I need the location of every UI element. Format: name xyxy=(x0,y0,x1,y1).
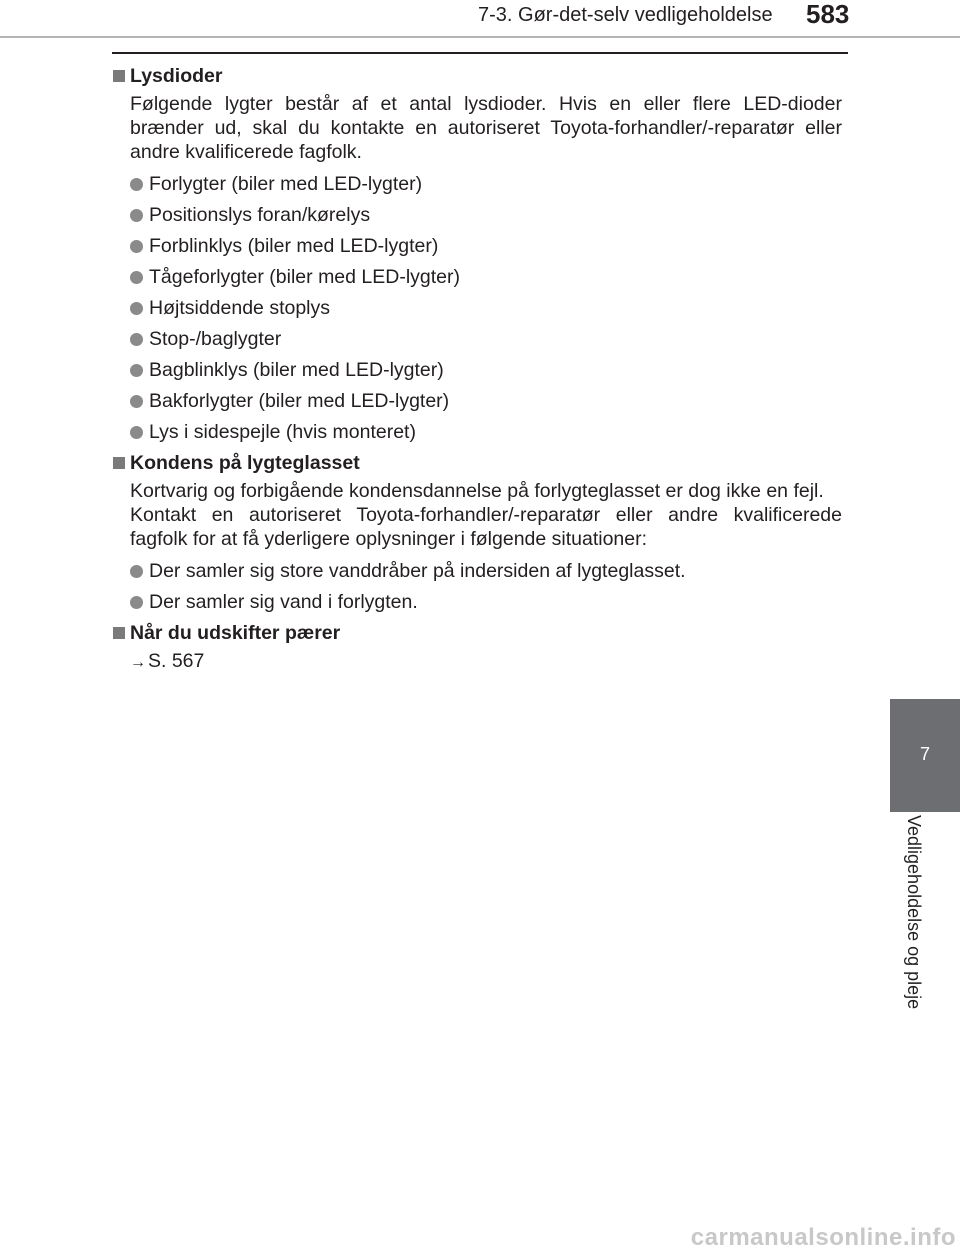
square-bullet-icon xyxy=(113,70,125,82)
page-reference-text: S. 567 xyxy=(148,650,205,672)
list-item-text: Tågeforlygter (biler med LED-lygter) xyxy=(149,266,461,288)
list-item xyxy=(130,358,842,382)
circle-bullet-icon xyxy=(130,209,143,222)
circle-bullet-icon xyxy=(130,596,143,609)
circle-bullet-icon xyxy=(130,364,143,377)
paragraph: Kortvarig og forbigående kondensdannelse på forlygteglasset er dog ikke en fejl. xyxy=(130,480,824,502)
section-heading xyxy=(112,64,842,88)
circle-bullet-icon xyxy=(130,302,143,315)
circle-bullet-icon xyxy=(130,426,143,439)
list-item xyxy=(130,203,842,227)
section-udskift-paerer xyxy=(112,621,842,675)
section-heading-text: Lysdioder xyxy=(130,65,223,87)
list-item-text: Stop-/baglygter xyxy=(149,328,282,350)
list-item-text: Forblinklys (biler med LED-lygter) xyxy=(149,235,439,257)
section-heading xyxy=(112,451,842,475)
list-item xyxy=(130,265,842,289)
header-divider xyxy=(0,36,960,38)
list-item xyxy=(130,172,842,196)
list-item-text: Der samler sig store vanddråber på indersiden af lygteglasset. xyxy=(149,560,686,582)
circle-bullet-icon xyxy=(130,240,143,253)
chapter-label-text: Vedligeholdelse og pleje xyxy=(904,815,924,1010)
section-lysdioder xyxy=(112,64,842,444)
list-item-text: Lys i sidespejle (hvis monteret) xyxy=(149,421,416,443)
right-arrow-icon: → xyxy=(130,654,146,671)
list-item-text: Positionslys foran/kørelys xyxy=(149,204,371,226)
bullet-list xyxy=(130,559,842,614)
circle-bullet-icon xyxy=(130,565,143,578)
list-item-text: Højtsiddende stoplys xyxy=(149,297,331,319)
chapter-tab[interactable] xyxy=(890,699,960,812)
list-item xyxy=(130,420,842,444)
page-reference-link[interactable] xyxy=(130,649,842,675)
section-heading-text: Når du udskifter pærer xyxy=(130,622,341,644)
list-item xyxy=(130,590,842,614)
list-item xyxy=(130,327,842,351)
list-item-text: Bakforlygter (biler med LED-lygter) xyxy=(149,390,450,412)
section-heading-text: Kondens på lygteglasset xyxy=(130,452,360,474)
square-bullet-icon xyxy=(113,627,125,639)
list-item xyxy=(130,389,842,413)
circle-bullet-icon xyxy=(130,271,143,284)
list-item xyxy=(130,559,842,583)
square-bullet-icon xyxy=(113,457,125,469)
chapter-label xyxy=(880,815,940,1035)
paragraph: Kontakt en autoriseret Toyota-forhandler/-reparatør eller andre kvalificerede fagfolk for at få yderligere oplysninger i følgende situationer: xyxy=(130,504,842,550)
circle-bullet-icon xyxy=(130,333,143,346)
main-content xyxy=(112,64,842,681)
section-kondens xyxy=(112,451,842,614)
header-section-title: 7-3. Gør-det-selv vedligeholdelse xyxy=(478,4,773,26)
page-number: 583 xyxy=(806,0,850,29)
chapter-number: 7 xyxy=(919,744,930,764)
list-item-text: Der samler sig vand i forlygten. xyxy=(149,591,418,613)
list-item-text: Forlygter (biler med LED-lygter) xyxy=(149,173,423,195)
content-top-rule xyxy=(112,52,848,54)
bullet-list xyxy=(130,172,842,444)
section-heading xyxy=(112,621,842,645)
list-item xyxy=(130,234,842,258)
list-item-text: Bagblinklys (biler med LED-lygter) xyxy=(149,359,444,381)
watermark: carmanualsonline.info xyxy=(690,1224,956,1251)
list-item xyxy=(130,296,842,320)
circle-bullet-icon xyxy=(130,395,143,408)
circle-bullet-icon xyxy=(130,178,143,191)
paragraph: Følgende lygter består af et antal lysdioder. Hvis en eller flere LED-dioder brænder ud, skal du kontakte en autoriseret Toyota-forhandler/-reparatør eller andre kvalificerede fagfolk. xyxy=(130,93,842,163)
